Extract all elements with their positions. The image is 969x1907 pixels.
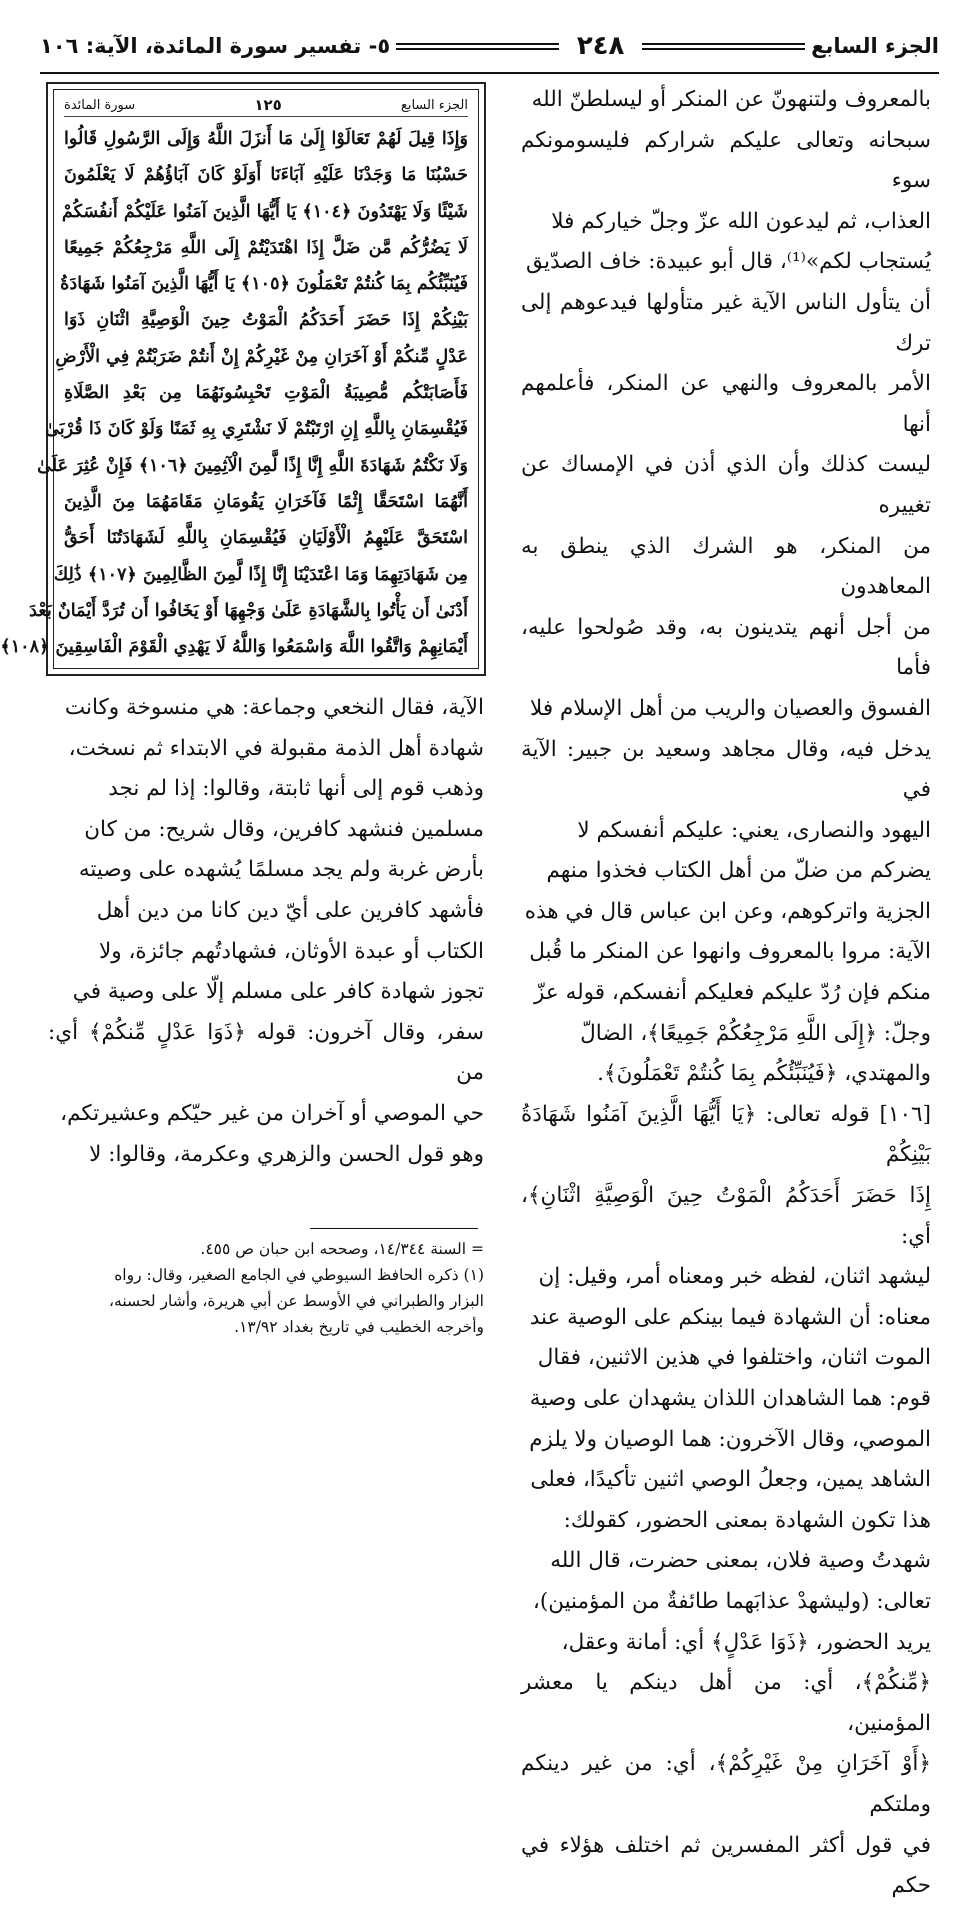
text-line: معناه: أن الشهادة فيما بينكم على الوصية عند (529, 1304, 931, 1330)
text-line: والمهتدي، ﴿فَيُنَبِّئُكُم بِمَا كُنتُمْ تَعْمَلُونَ﴾. (597, 1061, 931, 1087)
text-line: تجوز شهادة كافر على مسلم إلّا على وصية في (72, 979, 484, 1005)
footnotes (48, 1236, 484, 1340)
text-line: [١٠٦] قوله تعالى: ﴿يَا أَيُّهَا الَّذِينَ آمَنُوا شَهَادَةُ بَيْنِكُمْ (521, 1101, 931, 1168)
quran-line: اسْتَحَقَّ عَلَيْهِمُ الْأَوْلَيَانِ فَيُقْسِمَانِ بِاللَّهِ لَشَهَادَتُنَا أَحَقُّ (64, 527, 468, 549)
quran-line: وَلَا نَكْتُمُ شَهَادَةَ اللَّهِ إِنَّا إِذًا لَّمِنَ الْآثِمِينَ ﴿١٠٦﴾ فَإِنْ عُثِرَ عَلَىٰ (37, 454, 468, 476)
text-line: ﴿مِّنكُمْ﴾، أي: من أهل دينكم يا معشر المؤمنين، (521, 1670, 931, 1736)
quran-line: شَيْئًا وَلَا يَهْتَدُونَ ﴿١٠٤﴾ يَا أَيُّهَا الَّذِينَ آمَنُوا عَلَيْكُمْ أَنفُسَكُمْ (61, 200, 468, 222)
text-line: شهدتُ وصية فلان، بمعنى حضرت، قال الله (550, 1548, 931, 1574)
quran-page-inner-frame (0, 89, 479, 669)
text-line: سبحانه وتعالى عليكم شراركم فليسومونكم سوء (521, 127, 931, 194)
quran-line: أَدْنَىٰ أَن يَأْتُوا بِالشَّهَادَةِ عَلَىٰ وَجْهِهَا أَوْ يَخَافُوا أَن تُرَدَّ أَيْمَانٌ بَعْدَ (29, 599, 468, 621)
text-line: اليهود والنصارى، يعني: عليكم أنفسكم لا (577, 817, 931, 843)
quran-line: حَسْبُنَا مَا وَجَدْنَا عَلَيْهِ آبَاءَنَا أَوَلَوْ كَانَ آبَاؤُهُمْ لَا يَعْلَمُونَ (64, 164, 468, 186)
text-line: مسلمين فنشهد كافرين، وقال شريح: من كان (84, 816, 484, 842)
text-line: إِذَا حَضَرَ أَحَدَكُمُ الْمَوْتُ حِينَ الْوَصِيَّةِ اثْنَانِ﴾، أي: (521, 1183, 931, 1249)
text-line: فأشهد كافرين على أيّ دين كانا من دين أهل (96, 897, 484, 923)
quran-verse-lines (0, 121, 468, 665)
text-line: العذاب، ثم ليدعون الله عزّ وجلّ خياركم فلا (551, 208, 931, 234)
text-line: الموت اثنان، واختلفوا في هذين الاثنين، فقال (537, 1345, 931, 1371)
text-line: حي الموصي أو آخران من غير حيّكم وعشيرتكم، (60, 1100, 484, 1126)
text-line: الآية، فقال النخعي وجماعة: هي منسوخة وكانت (64, 695, 484, 720)
quran-page-frame (0, 82, 486, 676)
section-label: ٥- تفسير سورة المائدة، الآية: ١٠٦ (39, 34, 391, 58)
quran-line: عَدْلٍ مِّنكُمْ أَوْ آخَرَانِ مِنْ غَيْرِكُمْ إِنْ أَنتُمْ ضَرَبْتُمْ فِي الْأَرْضِ (55, 345, 468, 367)
text-line: وذهب قوم إلى أنها ثابتة، وقالوا: إذا لم نجد (108, 776, 484, 802)
text-line: بأرض غربة ولم يجد مسلمًا يُشهده على وصيته (78, 857, 484, 883)
quran-line: مِن شَهَادَتِهِمَا وَمَا اعْتَدَيْنَا إِنَّا إِذًا لَّمِنَ الظَّالِمِينَ ﴿١٠٧﴾ ذَٰلِكَ (53, 563, 468, 585)
text-line: يُستجاب لكم»⁽¹⁾، قال أبو عبيدة: خاف الصدّيق (526, 249, 931, 275)
text-line: أن يتأول الناس الآية غير متأولها فيدعوهم إلى ترك (521, 289, 931, 356)
header-underline (40, 72, 939, 74)
text-line: الشاهد يمين، وجعلُ الوصي اثنين تأكيدًا، فعلى (530, 1467, 931, 1493)
text-line: من المنكر، هو الشرك الذي ينطق به المعاهدون (521, 533, 931, 600)
volume-label: الجزء السابع (811, 34, 939, 58)
text-line: الجزية واتركوهم، وعن ابن عباس قال في هذه (524, 898, 931, 924)
text-line: تعالى: (وليشهدْ عذابَهما طائفةٌ من المؤمنين)، (532, 1588, 931, 1614)
quran-line: وَإِذَا قِيلَ لَهُمْ تَعَالَوْا إِلَىٰ مَا أَنزَلَ اللَّهُ وَإِلَى الرَّسُولِ قَالُوا (64, 128, 468, 149)
footnote-line: (١) ذكره الحافظ السيوطي في الجامع الصغير، وقال: رواه (114, 1266, 484, 1284)
text-line: ليست كذلك وأن الذي أذن في الإمساك عن تغييره (521, 452, 931, 518)
footnote-line: البزار والطبراني في الأوسط عن أبي هريرة، وأشار لحسنه، (109, 1292, 484, 1310)
page-header (40, 26, 939, 66)
quran-juz-label: الجزء السابع (400, 97, 468, 113)
footnote-line: = السنة ١٤/٣٤٤، وصححه ابن حبان ص ٤٥٥. (200, 1240, 484, 1258)
text-line: وجلّ: ﴿إِلَى اللَّهِ مَرْجِعُكُمْ جَمِيعًا﴾، الضالّ (580, 1020, 931, 1046)
text-line: ليشهد اثنان، لفظه خبر ومعناه أمر، وقيل: إن (538, 1264, 931, 1290)
text-line: يريد الحضور، ﴿ذَوَا عَدْلٍ﴾ أي: أمانة وعقل، (561, 1629, 931, 1655)
text-line: الأمر بالمعروف والنهي عن المنكر، فأعلمهم أنها (521, 371, 931, 437)
text-line: الفسوق والعصيان والريب من أهل الإسلام فلا (530, 695, 931, 721)
quran-line: لَا يَضُرُّكُم مَّن ضَلَّ إِذَا اهْتَدَيْتُمْ إِلَى اللَّهِ مَرْجِعُكُمْ جَمِيعًا (64, 236, 468, 258)
quran-line: فَأَصَابَتْكُم مُّصِيبَةُ الْمَوْتِ تَحْبِسُونَهُمَا مِن بَعْدِ الصَّلَاةِ (64, 382, 468, 404)
quran-line: أَيْمَانِهِمْ وَاتَّقُوا اللَّهَ وَاسْمَعُوا وَاللَّهُ لَا يَهْدِي الْقَوْمَ الْفَاسِقِينَ ﴿١٠٨﴾ (0, 636, 468, 658)
text-line: في قول أكثر المفسرين ثم اختلف هؤلاء في حكم (521, 1832, 931, 1899)
text-line: الآية: مروا بالمعروف وانهوا عن المنكر ما قُبل (529, 939, 931, 965)
text-line: يدخل فيه، وقال مجاهد وسعيد بن جبير: الآية في (521, 736, 931, 803)
quran-line: بَيْنِكُمْ إِذَا حَضَرَ أَحَدَكُمُ الْمَوْتُ حِينَ الْوَصِيَّةِ اثْنَانِ ذَوَا (64, 309, 468, 331)
text-line: من أجل أنهم يتدينون به، وقد صُولحوا عليه، فأما (521, 614, 931, 681)
text-line: ﴿أَوْ آخَرَانِ مِنْ غَيْرِكُمْ﴾، أي: من غير دينكم وملتكم (521, 1751, 931, 1817)
text-line: الموصي، وقال الآخرون: هما الوصيان ولا يلزم (529, 1426, 931, 1452)
right-column-text (521, 80, 931, 1907)
left-column-text (48, 688, 484, 1175)
footnote-line: وأخرجه الخطيب في تاريخ بغداد ١٣/٩٢. (234, 1318, 484, 1336)
quran-line: فَيُنَبِّئُكُم بِمَا كُنتُمْ تَعْمَلُونَ ﴿١٠٥﴾ يَا أَيُّهَا الَّذِينَ آمَنُوا شَهَادَةُ (60, 273, 468, 295)
quran-line: أَنَّهُمَا اسْتَحَقَّا إِثْمًا فَآخَرَانِ يَقُومَانِ مَقَامَهُمَا مِنَ الَّذِينَ (64, 490, 468, 512)
footnote-divider (310, 1228, 478, 1229)
text-line: قوم: هما الشاهدان اللذان يشهدان على وصية (529, 1386, 931, 1411)
page-number: ٢٤٨ (576, 31, 625, 61)
header-rule-left (396, 43, 559, 50)
text-line: سفر، وقال آخرون: قوله ﴿ذَوَا عَدْلٍ مِّنكُمْ﴾ أي: من (48, 1019, 484, 1086)
text-line: بالمعروف ولتنهونّ عن المنكر أو ليسلطنّ الله (531, 87, 931, 112)
quran-page-number: ١٢٥ (254, 96, 282, 114)
text-line: يضركم من ضلّ من أهل الكتاب فخذوا منهم (546, 858, 931, 884)
text-line: منكم فإن رُدّ عليكم فعليكم أنفسكم، قوله عزّ (534, 980, 931, 1006)
text-line: شهادة أهل الذمة مقبولة في الابتداء ثم نسخت، (68, 735, 484, 761)
quran-line: فَيُقْسِمَانِ بِاللَّهِ إِنِ ارْتَبْتُمْ لَا نَشْتَرِي بِهِ ثَمَنًا وَلَوْ كَانَ ذَا قُرْبَىٰ (45, 418, 468, 440)
text-line: وهو قول الحسن والزهري وعكرمة، وقالوا: لا (89, 1141, 484, 1167)
quran-surah-label: سورة المائدة (64, 97, 136, 113)
text-line: الكتاب أو عبدة الأوثان، فشهادتُهم جائزة، ولا (98, 938, 484, 964)
text-line: هذا تكون الشهادة بمعنى الحضور، كقولك: (563, 1507, 931, 1533)
quran-page-header (64, 96, 468, 117)
header-rule-right (642, 43, 805, 50)
